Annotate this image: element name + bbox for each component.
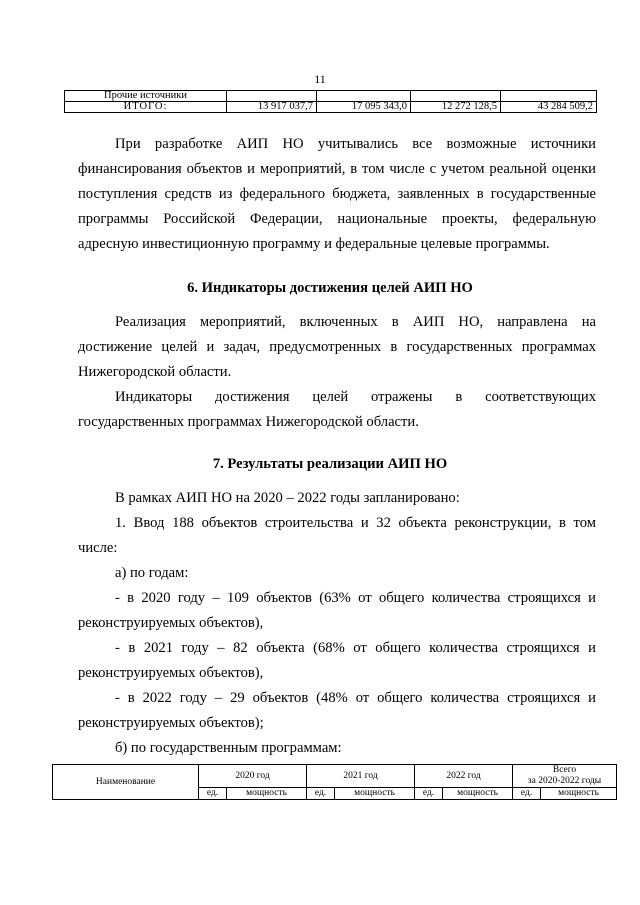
cell-value <box>501 91 597 102</box>
section7-title: 7. Результаты реализации АИП НО <box>212 456 448 472</box>
capacity-header: мощность <box>227 788 307 800</box>
year-header: 2020 год <box>199 765 307 788</box>
section7-paragraph-6: - в 2022 году – 29 объектов (48% от общего количества строящихся и реконструируемых объектов); <box>78 690 596 731</box>
cell-value: 13 917 037,7 <box>227 102 317 113</box>
total-header-line1: Всего <box>552 765 577 775</box>
cell-value <box>317 91 411 102</box>
section7-paragraph-7: б) по государственным программам: <box>115 740 342 756</box>
unit-header: ед. <box>415 788 443 800</box>
intro-block <box>78 132 596 257</box>
section6-title: 6. Индикаторы достижения целей АИП НО <box>187 280 473 296</box>
section7-paragraph-2: 1. Ввод 188 объектов строительства и 32 объекта реконструкции, в том числе: <box>78 515 596 556</box>
year-header: 2021 год <box>307 765 415 788</box>
programs-table-header <box>52 764 617 800</box>
financing-summary-table <box>64 90 597 113</box>
intro-paragraph: При разработке АИП НО учитывались все возможные источники финансирования объектов и мероприятий, в том числе с учетом реальной оценки поступления средств из федерального бюджета, заявленных в государственные программы Российской Федерации, национальные проекты, федеральную адресную инвестиционную программу и федеральные целевые программы. <box>78 136 596 252</box>
table-row-total <box>65 102 597 113</box>
capacity-header: мощность <box>335 788 415 800</box>
cell-value: 43 284 509,2 <box>501 102 597 113</box>
cell-value <box>411 91 501 102</box>
capacity-header: мощность <box>443 788 513 800</box>
page-number: 11 <box>314 72 326 86</box>
section7-body <box>78 486 596 761</box>
unit-header: ед. <box>199 788 227 800</box>
section6-paragraph-2: Индикаторы достижения целей отражены в соответствующих государственных программах Нижегородской области. <box>78 389 596 430</box>
section6-paragraph-1: Реализация мероприятий, включенных в АИП НО, направлена на достижение целей и задач, предусмотренных в государственных программах Нижегородской области. <box>78 314 596 380</box>
section7-paragraph-1: В рамках АИП НО на 2020 – 2022 годы запланировано: <box>115 490 460 506</box>
cell-value: 17 095 343,0 <box>317 102 411 113</box>
table-row <box>65 91 597 102</box>
table-header-row <box>53 765 617 788</box>
name-header: Наименование <box>53 765 199 800</box>
cell-value: 12 272 128,5 <box>411 102 501 113</box>
section6-body <box>78 310 596 435</box>
section7-paragraph-4: - в 2020 году – 109 объектов (63% от общего количества строящихся и реконструируемых объектов), <box>78 590 596 631</box>
section7-paragraph-3: а) по годам: <box>115 565 189 581</box>
cell-value <box>227 91 317 102</box>
capacity-header: мощность <box>541 788 617 800</box>
total-header-line2: за 2020-2022 годы <box>527 776 602 786</box>
unit-header: ед. <box>307 788 335 800</box>
row-label: Прочие источники <box>65 91 227 102</box>
section7-paragraph-5: - в 2021 году – 82 объекта (68% от общего количества строящихся и реконструируемых объектов), <box>78 640 596 681</box>
row-label: ИТОГО: <box>65 102 227 113</box>
year-header: 2022 год <box>415 765 513 788</box>
unit-header: ед. <box>513 788 541 800</box>
total-header <box>513 765 617 788</box>
